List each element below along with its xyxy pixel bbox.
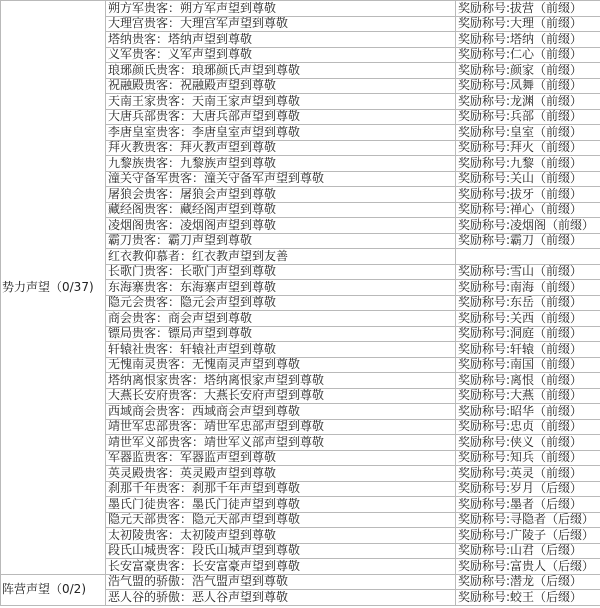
achievement-title: 长安富豪贵客：长安富豪声望到尊敬 — [106, 559, 456, 575]
reward-title: 奖励称号:凌烟阁（前缀） — [456, 218, 600, 234]
reward-title: 奖励称号:颜家（前缀） — [456, 63, 600, 79]
achievement-title: 轩辕社贵客：轩辕社声望到尊敬 — [106, 342, 456, 358]
reward-title: 奖励称号:仁心（前缀） — [456, 47, 600, 63]
achievement-title: 大理宫贵客：大理宫军声望到尊敬 — [106, 16, 456, 32]
achievement-title: 隐元天部贵客：隐元天部声望到尊敬 — [106, 512, 456, 528]
achievement-title: 藏经阁贵客：藏经阁声望到尊敬 — [106, 202, 456, 218]
reward-title: 奖励称号:英灵（前缀） — [456, 466, 600, 482]
achievement-title: 靖世军忠部贵客：靖世军忠部声望到尊敬 — [106, 419, 456, 435]
achievement-title: 浩气盟的骄傲：浩气盟声望到尊敬 — [106, 574, 456, 590]
reward-title: 奖励称号:拔营（前缀） — [456, 1, 600, 17]
achievement-title: 李唐皇室贵客：李唐皇室声望到尊敬 — [106, 125, 456, 141]
reward-title: 奖励称号:关西（前缀） — [456, 311, 600, 327]
achievement-title: 塔纳贵客：塔纳声望到尊敬 — [106, 32, 456, 48]
reward-title: 奖励称号:离恨（前缀） — [456, 373, 600, 389]
achievement-title: 九黎族贵客：九黎族声望到尊敬 — [106, 156, 456, 172]
reward-title — [456, 249, 600, 265]
reward-title: 奖励称号:岁月（后缀） — [456, 481, 600, 497]
reward-title: 奖励称号:龙渊（前缀） — [456, 94, 600, 110]
reward-title: 奖励称号:兵部（前缀） — [456, 109, 600, 125]
reward-title: 奖励称号:侠义（前缀） — [456, 435, 600, 451]
achievement-title: 英灵殿贵客：英灵殿声望到尊敬 — [106, 466, 456, 482]
achievement-title: 红衣教仰慕者：红衣教声望到友善 — [106, 249, 456, 265]
achievement-title: 塔纳离恨家贵客：塔纳离恨家声望到尊敬 — [106, 373, 456, 389]
reward-title: 奖励称号:轩辕（前缀） — [456, 342, 600, 358]
achievement-title: 军器监贵客：军器监声望到尊敬 — [106, 450, 456, 466]
achievement-title: 长歌门贵客：长歌门声望到尊敬 — [106, 264, 456, 280]
achievement-title: 段氏山城贵客：段氏山城声望到尊敬 — [106, 543, 456, 559]
reward-title: 奖励称号:禅心（前缀） — [456, 202, 600, 218]
achievement-title: 西域商会贵客：西域商会声望到尊敬 — [106, 404, 456, 420]
reward-title: 奖励称号:拜火（前缀） — [456, 140, 600, 156]
reward-title: 奖励称号:富贵人（后缀） — [456, 559, 600, 575]
achievement-title: 祝融殿贵客：祝融殿声望到尊敬 — [106, 78, 456, 94]
achievement-title: 琅琊颜氏贵客：琅琊颜氏声望到尊敬 — [106, 63, 456, 79]
reward-title: 奖励称号:蛟王（后缀） — [456, 590, 600, 606]
achievement-title: 刹那千年贵客：刹那千年声望到尊敬 — [106, 481, 456, 497]
reward-title: 奖励称号:雪山（前缀） — [456, 264, 600, 280]
reward-title: 奖励称号:拔牙（前缀） — [456, 187, 600, 203]
achievement-title: 墨氏门徒贵客：墨氏门徒声望到尊敬 — [106, 497, 456, 513]
reward-title: 奖励称号:南国（前缀） — [456, 357, 600, 373]
reward-title: 奖励称号:皇室（前缀） — [456, 125, 600, 141]
achievement-title: 恶人谷的骄傲：恶人谷声望到尊敬 — [106, 590, 456, 606]
category-label: 势力声望（0/37) — [1, 1, 106, 575]
achievement-title: 凌烟阁贵客：凌烟阁声望到尊敬 — [106, 218, 456, 234]
reward-title: 奖励称号:大理（前缀） — [456, 16, 600, 32]
achievement-title: 义军贵客：义军声望到尊敬 — [106, 47, 456, 63]
reward-title: 奖励称号:山君（后缀） — [456, 543, 600, 559]
reward-title: 奖励称号:大燕（前缀） — [456, 388, 600, 404]
table-body — [1, 1, 600, 606]
achievement-title: 商会贵客：商会声望到尊敬 — [106, 311, 456, 327]
achievement-title: 屠狼会贵客：屠狼会声望到尊敬 — [106, 187, 456, 203]
achievement-title: 靖世军义部贵客：靖世军义部声望到尊敬 — [106, 435, 456, 451]
achievement-title: 大唐兵部贵客：大唐兵部声望到尊敬 — [106, 109, 456, 125]
achievement-title: 霸刀贵客：霸刀声望到尊敬 — [106, 233, 456, 249]
achievement-title: 朔方军贵客：朔方军声望到尊敬 — [106, 1, 456, 17]
achievement-title: 潼关守备军贵客：潼关守备军声望到尊敬 — [106, 171, 456, 187]
reward-title: 奖励称号:潜龙（后缀） — [456, 574, 600, 590]
reward-title: 奖励称号:寻隐者（后缀） — [456, 512, 600, 528]
achievement-title: 大燕长安府贵客：大燕长安府声望到尊敬 — [106, 388, 456, 404]
reward-title: 奖励称号:凤舞（前缀） — [456, 78, 600, 94]
achievement-title: 镖局贵客：镖局声望到尊敬 — [106, 326, 456, 342]
reward-title: 奖励称号:关山（前缀） — [456, 171, 600, 187]
achievement-title: 天南王家贵客：天南王家声望到尊敬 — [106, 94, 456, 110]
category-label: 阵营声望（0/2) — [1, 574, 106, 605]
reward-title: 奖励称号:南海（前缀） — [456, 280, 600, 296]
reward-title: 奖励称号:墨者（后缀） — [456, 497, 600, 513]
achievement-title: 太初陵贵客：太初陵声望到尊敬 — [106, 528, 456, 544]
reward-title: 奖励称号:广陵子（后缀） — [456, 528, 600, 544]
achievement-title: 东海寨贵客：东海寨声望到尊敬 — [106, 280, 456, 296]
reward-title: 奖励称号:塔纳（前缀） — [456, 32, 600, 48]
reward-title: 奖励称号:霸刀（前缀） — [456, 233, 600, 249]
table-row — [1, 1, 600, 17]
table-row — [1, 574, 600, 590]
reward-title: 奖励称号:忠贞（前缀） — [456, 419, 600, 435]
achievement-title: 拜火教贵客：拜火教声望到尊敬 — [106, 140, 456, 156]
reward-title: 奖励称号:东岳（前缀） — [456, 295, 600, 311]
reward-title: 奖励称号:知兵（前缀） — [456, 450, 600, 466]
reward-title: 奖励称号:九黎（前缀） — [456, 156, 600, 172]
reward-title: 奖励称号:洞庭（前缀） — [456, 326, 600, 342]
achievement-title: 隐元会贵客：隐元会声望到尊敬 — [106, 295, 456, 311]
achievement-title: 无愧南灵贵客：无愧南灵声望到尊敬 — [106, 357, 456, 373]
reward-title: 奖励称号:昭华（前缀） — [456, 404, 600, 420]
